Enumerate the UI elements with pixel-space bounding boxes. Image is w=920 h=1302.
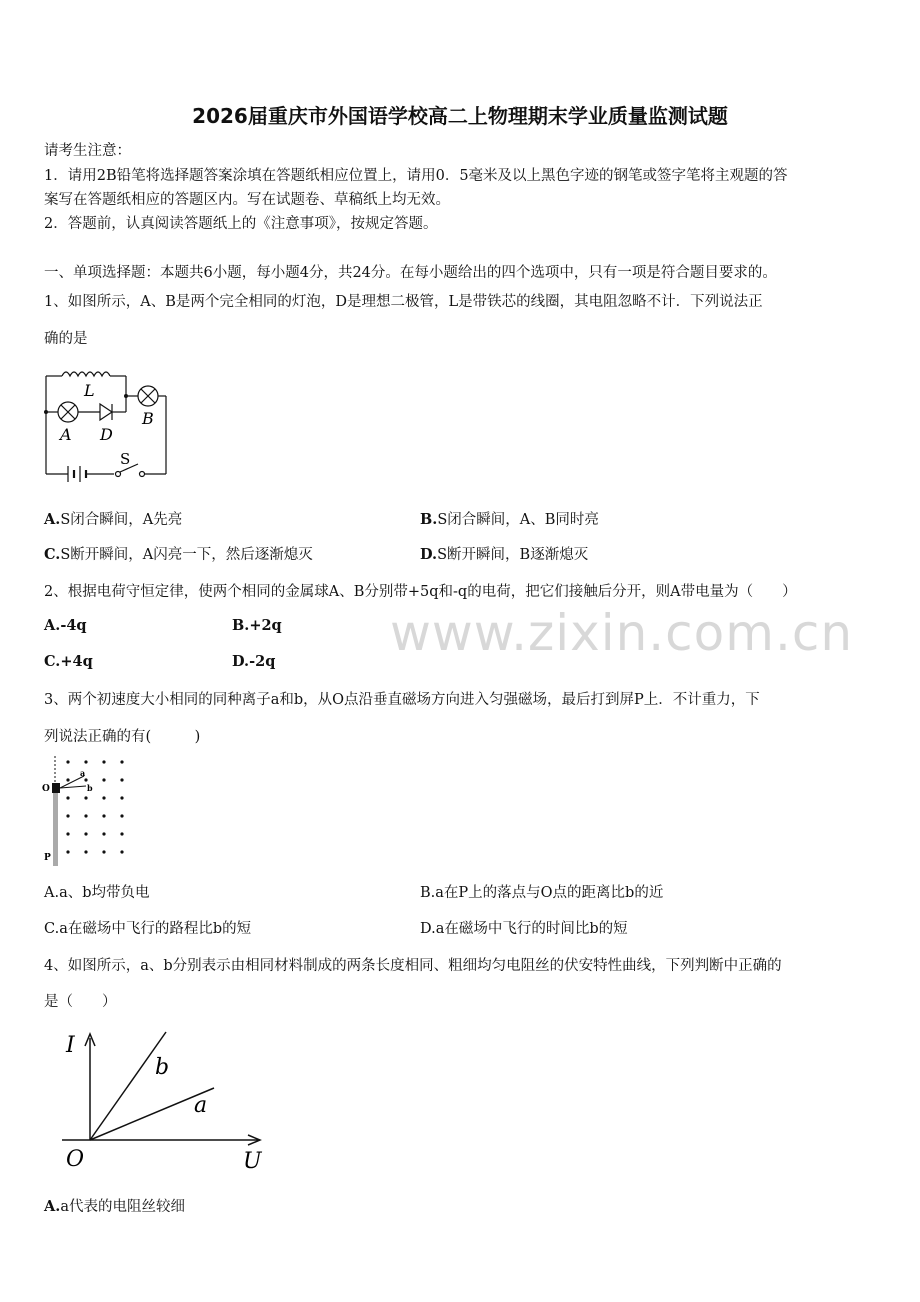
q1-option-a: A.S闭合瞬间，A先亮 bbox=[44, 511, 183, 528]
q2-option-a: A.-4q bbox=[44, 617, 87, 634]
q3-stem-line2: 列说法正确的有( ) bbox=[44, 729, 201, 745]
field-dot bbox=[66, 796, 69, 799]
field-dot bbox=[120, 778, 123, 781]
field-dot bbox=[120, 796, 123, 799]
q1-stem-line2: 确的是 bbox=[44, 331, 88, 347]
field-dot bbox=[102, 850, 105, 853]
q2-option-c: C.+4q bbox=[44, 653, 93, 670]
field-dot bbox=[102, 778, 105, 781]
q3-magnetic-field-figure bbox=[42, 756, 137, 868]
field-dot bbox=[120, 814, 123, 817]
axis-label-I: I bbox=[66, 1033, 75, 1058]
q1-option-d: D.S断开瞬间，B逐渐熄灭 bbox=[420, 546, 589, 563]
q3-option-d: D.a在磁场中飞行的时间比b的短 bbox=[420, 921, 628, 937]
field-dot bbox=[66, 778, 69, 781]
entry-point-O bbox=[52, 783, 60, 793]
curve-label-a: a bbox=[194, 1093, 208, 1118]
label-a: a bbox=[80, 768, 86, 778]
axis-label-U: U bbox=[243, 1149, 262, 1174]
field-dot bbox=[84, 760, 87, 763]
section-heading: 一、单项选择题：本题共6小题，每小题4分，共24分。在每小题给出的四个选项中，只有一项是符合题目要求的。 bbox=[44, 265, 777, 281]
q4-iv-graph bbox=[58, 1030, 268, 1175]
page-title: 2026届重庆市外国语学校高二上物理期末学业质量监测试题 bbox=[192, 104, 728, 128]
q3-option-c: C.a在磁场中飞行的路程比b的短 bbox=[44, 921, 252, 937]
field-dot bbox=[120, 760, 123, 763]
field-dot bbox=[84, 796, 87, 799]
q1-circuit-figure bbox=[40, 362, 175, 482]
field-dot bbox=[84, 832, 87, 835]
label-P: P bbox=[44, 853, 51, 863]
junction-dot-right bbox=[124, 394, 128, 398]
q3-option-b: B.a在P上的落点与O点的距离比b的近 bbox=[420, 885, 664, 901]
junction-dot-left bbox=[44, 410, 48, 414]
q2-option-b: B.+2q bbox=[232, 617, 282, 634]
notice-heading: 请考生注意： bbox=[44, 143, 131, 159]
field-dot bbox=[102, 814, 105, 817]
q4-option-a: A.a代表的电阻丝较细 bbox=[44, 1198, 185, 1215]
watermark: www.zixin.com.cn bbox=[390, 604, 854, 662]
q4-stem-line2: 是（ ） bbox=[44, 994, 117, 1010]
field-dot bbox=[66, 760, 69, 763]
field-dot bbox=[84, 814, 87, 817]
q1-option-c: C.S断开瞬间，A闪亮一下，然后逐渐熄灭 bbox=[44, 546, 313, 563]
field-dot bbox=[66, 832, 69, 835]
q2-option-d: D.-2q bbox=[232, 653, 276, 670]
notice-item-2: 2．答题前，认真阅读答题纸上的《注意事项》，按规定答题。 bbox=[44, 216, 438, 232]
q3-stem-line1: 3、两个初速度大小相同的同种离子a和b，从O点沿垂直磁场方向进入匀强磁场，最后打到屏P上．不计重力，下 bbox=[44, 692, 760, 708]
field-dot bbox=[102, 832, 105, 835]
curve-label-b: b bbox=[155, 1055, 170, 1080]
field-dot bbox=[102, 760, 105, 763]
origin-label-O: O bbox=[66, 1147, 85, 1172]
label-A: A bbox=[60, 425, 72, 444]
q1-option-b: B.S闭合瞬间，A、B同时亮 bbox=[420, 511, 599, 528]
field-dot bbox=[66, 850, 69, 853]
field-dot bbox=[84, 778, 87, 781]
label-S: S bbox=[120, 450, 131, 468]
field-dot bbox=[84, 850, 87, 853]
q4-stem-line1: 4、如图所示，a、b分别表示由相同材料制成的两条长度相同、粗细均匀电阻丝的伏安特性曲线，下列判断中正确的 bbox=[44, 958, 782, 974]
label-b: b bbox=[87, 783, 93, 793]
q2-stem: 2、根据电荷守恒定律，使两个相同的金属球A、B分别带+5q和-q的电荷，把它们接触后分开，则A带电量为（ ） bbox=[44, 584, 797, 600]
field-dot bbox=[120, 832, 123, 835]
field-dot bbox=[102, 796, 105, 799]
field-dot bbox=[66, 814, 69, 817]
screen-P bbox=[53, 784, 58, 866]
label-D: D bbox=[100, 425, 113, 444]
label-L: L bbox=[84, 381, 95, 400]
label-B: B bbox=[142, 409, 154, 428]
q3-option-a: A.a、b均带负电 bbox=[44, 885, 150, 901]
label-O: O bbox=[42, 784, 50, 794]
notice-item-1b: 案写在答题纸相应的答题区内。写在试题卷、草稿纸上均无效。 bbox=[44, 192, 450, 208]
q1-stem-line1: 1、如图所示，A、B是两个完全相同的灯泡，D是理想二极管，L是带铁芯的线圈，其电阻忽略不计．下列说法正 bbox=[44, 294, 763, 310]
field-dot bbox=[120, 850, 123, 853]
notice-item-1a: 1．请用2B铅笔将选择题答案涂填在答题纸相应位置上，请用0．5毫米及以上黑色字迹的钢笔或签字笔将主观题的答 bbox=[44, 168, 788, 184]
